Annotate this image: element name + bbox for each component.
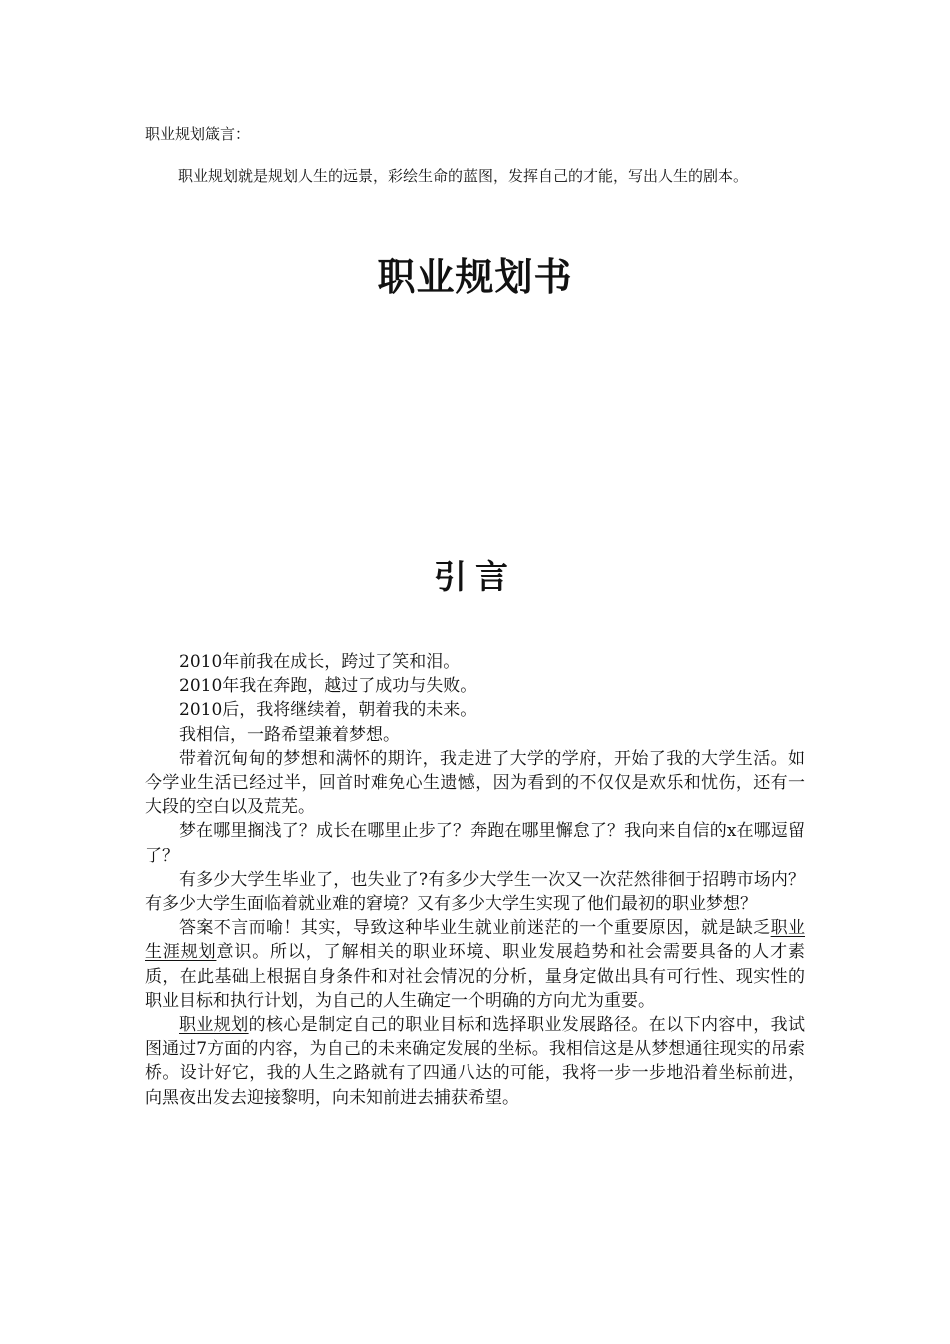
motto-heading: 职业规划箴言：	[145, 125, 251, 143]
intro-line: 2010年我在奔跑，越过了成功与失败。	[179, 676, 478, 697]
career-planning-link[interactable]: 职业生涯规划	[145, 918, 806, 963]
paragraph-text: 的核心是制定自己的职业目标和选择职业发展路径。在以下内容中，我试图通过7方面的内容，为自己的未来确定发展的坐标。我相信这是从梦想通往现实的吊索桥。设计好它，我的人生之路就有了四通八达的可能，我将一步一步地沿着坐标前进，向黑夜出发去迎接黎明，向未知前进去捕获希望。	[145, 1015, 806, 1108]
intro-paragraph: 梦在哪里搁浅了？成长在哪里止步了？奔跑在哪里懈怠了？我向来自信的x在哪逗留了？	[145, 821, 805, 866]
intro-paragraph: 有多少大学生毕业了，也失业了?有多少大学生一次又一次茫然徘徊于招聘市场内？有多少大学生面临着就业难的窘境？又有多少大学生实现了他们最初的职业梦想？	[145, 869, 805, 915]
paragraph-text: 答案不言而喻！其实，导致这种毕业生就业前迷茫的一个重要原因，就是缺乏	[179, 918, 771, 939]
introduction-body	[145, 650, 805, 1110]
intro-line: 我相信，一路希望兼着梦想。	[179, 724, 400, 745]
document-title: 职业规划书	[377, 254, 573, 299]
paragraph-text: 意识。所以，了解相关的职业环境、职业发展趋势和社会需要具备的人才素质，在此基础上根据自身条件和对社会情况的分析，量身定做出具有可行性、现实性的职业目标和执行计划，为自己的人生确定一个明确的方向尤为重要。	[145, 942, 806, 1011]
motto-text: 职业规划就是规划人生的远景，彩绘生命的蓝图，发挥自己的才能，写出人生的剧本。	[178, 167, 749, 185]
intro-line: 2010后，我将继续着，朝着我的未来。	[179, 700, 478, 721]
career-plan-link[interactable]: 职业规划	[179, 1015, 249, 1036]
intro-line: 2010年前我在成长，跨过了笑和泪。	[179, 652, 461, 672]
intro-paragraph	[145, 1013, 805, 1110]
intro-paragraph: 带着沉甸甸的梦想和满怀的期许，我走进了大学的学府，开始了我的大学生活。如今学业生活已经过半，回首时难免心生遗憾，因为看到的不仅仅是欢乐和忧伤，还有一大段的空白以及荒芜。	[145, 748, 805, 818]
section-title-introduction: 引言	[434, 557, 516, 596]
intro-paragraph	[145, 916, 805, 1013]
